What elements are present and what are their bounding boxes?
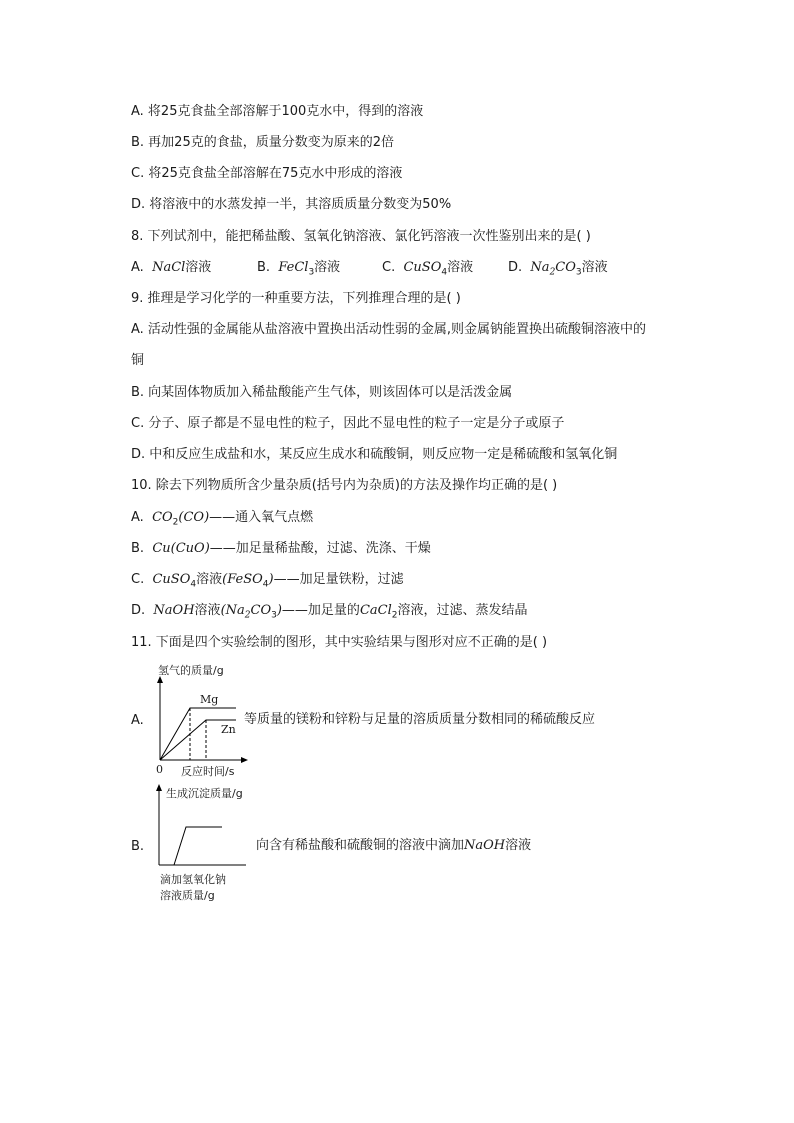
graph-b-description: 向含有稀盐酸和硫酸铜的溶液中滴加NaOH溶液 <box>256 838 532 853</box>
q7-option-b: B. 再加25克的食盐，质量分数变为原来的2倍 <box>131 135 394 150</box>
graph-a-zn-label: Zn <box>221 723 236 736</box>
q8-option-b: B. FeCl$_3$溶液 <box>257 260 341 278</box>
q8-option-c: C. CuSO$_4$溶液 <box>382 260 474 278</box>
graph-a-y-arrow <box>157 676 163 683</box>
q11-option-b-label: B. <box>131 839 145 854</box>
q10-option-b: B. Cu(CuO)——加足量稀盐酸，过滤、洗涤、干燥 <box>131 541 431 556</box>
q9-option-b: B. 向某固体物质加入稀盐酸能产生气体，则该固体可以是活泼金属 <box>131 385 513 400</box>
graph-b-ylabel: 生成沉淀质量/g <box>166 787 243 800</box>
graph-b-y-arrow <box>156 784 162 791</box>
graph-a-origin: 0 <box>156 763 163 776</box>
q7-option-d: D. 将溶液中的水蒸发掉一半，其溶质质量分数变为50% <box>131 197 452 212</box>
graph-a-mg-label: Mg <box>200 693 219 706</box>
q9-option-c: C. 分子、原子都是不显电性的粒子，因此不显电性的粒子一定是分子或原子 <box>131 416 565 431</box>
q10-option-c: C. CuSO$_4$溶液(FeSO$_4$)——加足量铁粉，过滤 <box>131 572 404 590</box>
q8-option-d: D. $Na_2CO_3$溶液 <box>508 260 608 278</box>
q10-option-a: A. $CO_2(CO)——$通入氧气点燃 <box>131 510 314 528</box>
q11-option-a-label: A. <box>131 713 144 728</box>
q11-stem: 11. 下面是四个实验绘制的图形，其中实验结果与图形对应不正确的是( ) <box>131 635 548 650</box>
graph-a-plot <box>150 676 250 764</box>
q9-option-d: D. 中和反应生成盐和水，某反应生成水和硫酸铜，则反应物一定是稀硫酸和氢氧化铜 <box>131 447 618 462</box>
q7-option-c: C. 将25克食盐全部溶解在75克水中形成的溶液 <box>131 166 403 181</box>
graph-b-curve <box>174 827 222 865</box>
graph-b-xlabel-line1: 滴加氢氧化钠 <box>160 873 226 886</box>
q9-option-a: A. 活动性强的金属能从盐溶液中置换出活动性弱的金属,则金属钠能置换出硫酸铜溶液中的 <box>131 322 647 337</box>
graph-a-description: 等质量的镁粉和锌粉与足量的溶质质量分数相同的稀硫酸反应 <box>244 712 596 727</box>
graph-a-xlabel: 反应时间/s <box>181 765 235 778</box>
graph-b-xlabel-line2: 溶液质量/g <box>160 889 215 902</box>
q9-stem: 9. 推理是学习化学的一种重要方法，下列推理合理的是( ) <box>131 291 461 306</box>
q8-stem: 8. 下列试剂中，能把稀盐酸、氢氧化钠溶液、氯化钙溶液一次性鉴别出来的是( ) <box>131 229 591 244</box>
q7-option-a: A. 将25克食盐全部溶解于100克水中，得到的溶液 <box>131 104 424 119</box>
q10-stem: 10. 除去下列物质所含少量杂质(括号内为杂质)的方法及操作均正确的是( ) <box>131 478 558 493</box>
graph-a-ylabel: 氢气的质量/g <box>158 664 224 677</box>
q9-option-a-cont: 铜 <box>131 353 145 368</box>
q10-option-d: D. NaOH溶液$(Na_2CO_3)——$加足量的CaCl$_2$溶液，过滤、蒸发结晶 <box>131 603 528 621</box>
q8-option-a: A. NaCl溶液 <box>131 260 212 275</box>
graph-a-x-arrow <box>241 757 248 763</box>
